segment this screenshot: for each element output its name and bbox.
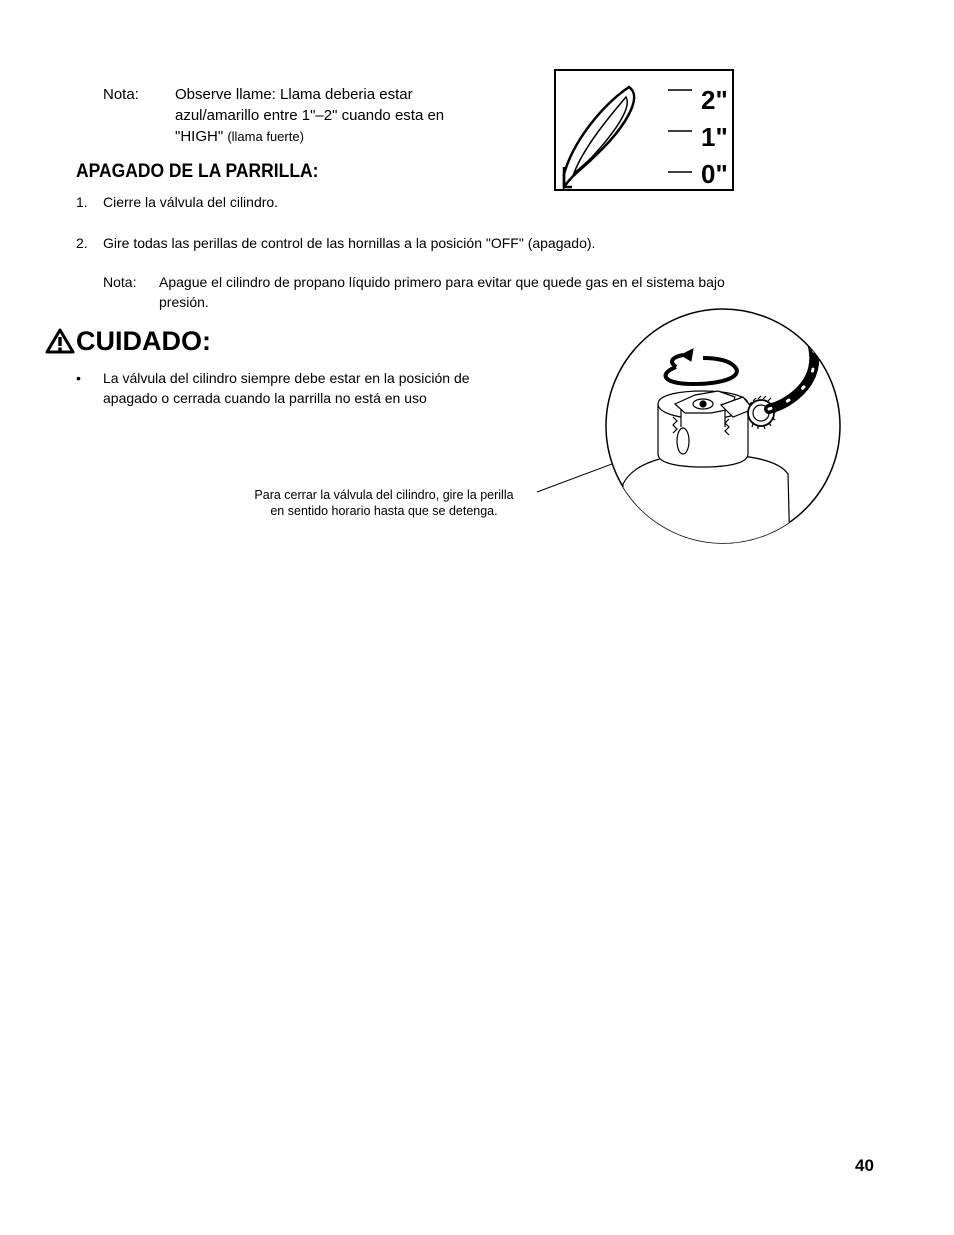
step-1-text: Cierre la válvula del cilindro.: [103, 194, 279, 210]
note-line-2: azul/amarillo entre 1"–2" cuando esta en: [175, 107, 445, 124]
shutdown-note-line-2: presión.: [159, 294, 209, 310]
caution-heading: CUIDADO:: [76, 326, 211, 356]
shutdown-heading: APAGADO DE LA PARRILLA:: [76, 161, 319, 182]
shutdown-note-label: Nota:: [103, 274, 137, 290]
scale-label-2in: 2": [701, 85, 728, 115]
page-number: 40: [855, 1156, 874, 1175]
step-2-text: Gire todas las perillas de control de las hornillas a la posición "OFF" (apagado).: [103, 235, 596, 251]
valve-caption-line-1: Para cerrar la válvula del cilindro, gire la perilla: [254, 488, 514, 502]
cylinder-valve-illustration: [603, 309, 843, 549]
note-high: "HIGH": [175, 128, 228, 145]
bullet-mark: •: [76, 370, 81, 386]
scale-label-0in: 0": [701, 159, 728, 189]
valve-caption-line-2: en sentido horario hasta que se detenga.: [270, 504, 498, 518]
step-1-number: 1.: [76, 194, 88, 210]
step-2-number: 2.: [76, 235, 88, 251]
note-label: Nota:: [103, 86, 139, 103]
note-line-1: Observe llame: Llama deberia estar: [175, 86, 413, 103]
shutdown-note-line-1: Apague el cilindro de propano líquido primero para evitar que quede gas en el sistema bajo: [159, 274, 725, 290]
scale-label-1in: 1": [701, 122, 728, 152]
caution-line-2: apagado o cerrada cuando la parrilla no está en uso: [103, 390, 427, 406]
caution-line-1: La válvula del cilindro siempre debe estar en la posición de: [103, 370, 470, 386]
note-high-paren: (llama fuerte): [227, 129, 304, 144]
